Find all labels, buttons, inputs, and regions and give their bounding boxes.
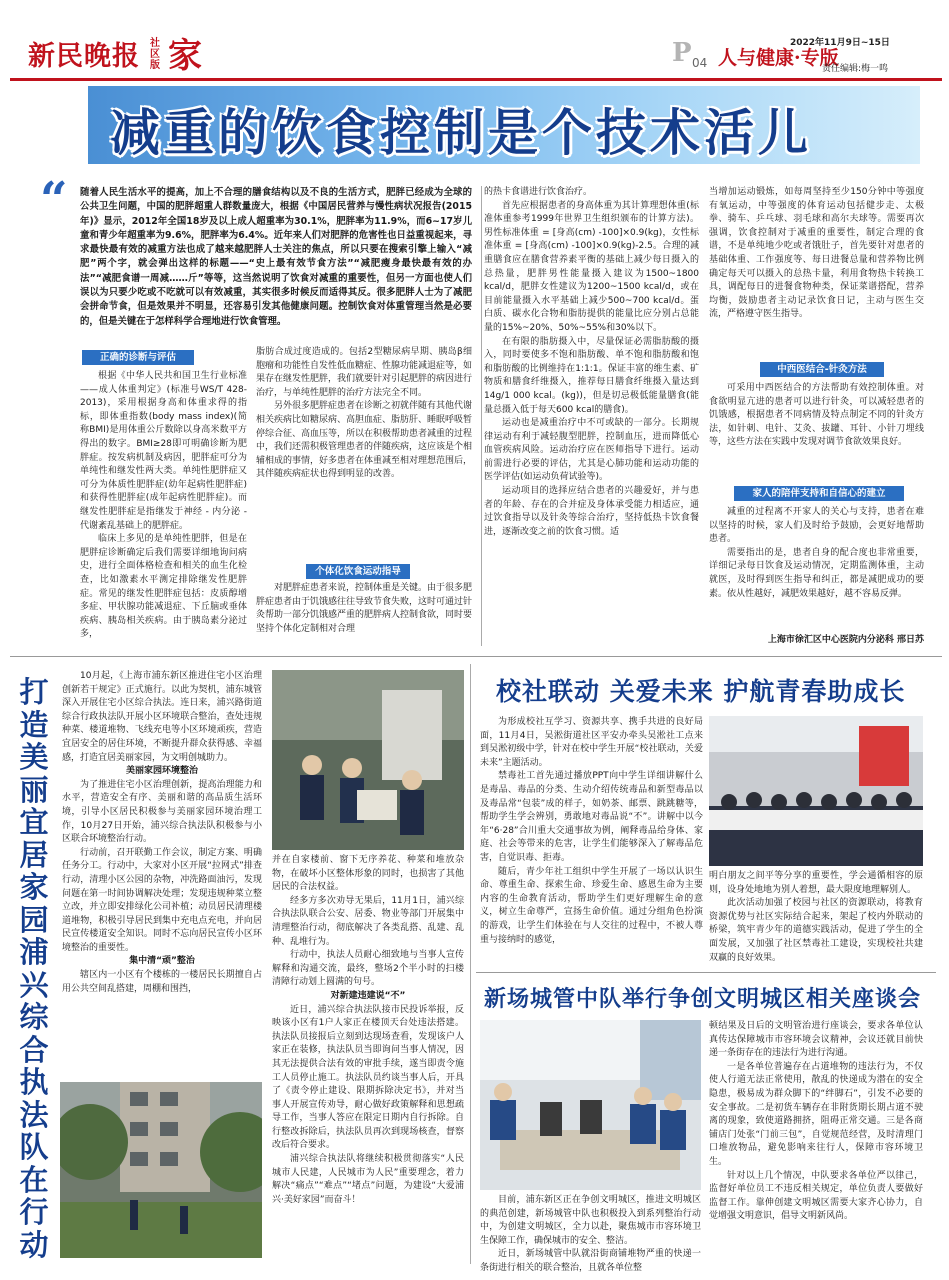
section-title: 人与健康·专版 <box>718 47 839 69</box>
paragraph: 针对以上几个情况，中队要求各单位严以律己，监督好单位员工不违反相关规定，单位负责人要做好监督工作。靠伸创建文明城区需要大家齐心协力，自觉增强文明意识，倡导文明新风尚。 <box>709 1170 923 1222</box>
section-divider <box>476 972 936 973</box>
article1-col2 <box>256 346 472 482</box>
masthead-rule <box>10 78 942 81</box>
article3-colB <box>709 870 923 965</box>
article1-lead: 随着人民生活水平的提高，加上不合理的膳食结构以及不良的生活方式，肥胖已经成为全球的公共卫生问题，中国的肥胖超重人群数量庞大，根据《中国居民营养与慢性病状况报告(2015年)》显示，2012年全国18岁及以上成人超重率为30.1%，肥胖率为11.9%，而6~17岁儿童和青少年超重率为9.6%，肥胖率为6.4%。近年来人们对肥胖的危害性也日益重视起来，寻求最快最有效的减重方法也成了越来越肥胖人士关注的焦点，所以只要在搜索引擎上输入“减肥”两个字，就会弹出这样的标题——“史上最有效节食方法”“减肥瘦身最快最有效的办法”“减肥食谱一周减……斤”等等，这当然说明了饮食对减重的重要性，但另一方面也使人们误以为只要少吃或不吃就可以有效减重，其实很多时候反而适得其反。很多肥胖人士为了减肥会拼命节食，但是效果并不明显，还容易引发其他健康问题。控制饮食对体重管理当然是必要的，但是关键在于怎样科学合理地进行饮食管理。 <box>80 187 472 327</box>
article3-headline: 校社联动 关爱未来 护航青春助成长 <box>496 677 906 706</box>
paragraph: 的热卡食谱进行饮食治疗。 <box>484 187 593 197</box>
article2-col2 <box>272 854 464 1207</box>
paragraph: 随后，青少年社工组织中学生开展了一场以认识生命、尊重生命、探索生命、珍爱生命、感恩生命为主要内容的生命教育活动，帮助学生们更好理解生命的意义，树立生命尊严，宣扬生命价值。通过分组角色扮演的游戏，让学生们体验在与人交往的过程中，不被人尊重与接纳时的感觉， <box>480 866 703 945</box>
subhead-diet-exercise: 个体化饮食运动指导 <box>306 564 410 579</box>
paragraph: 行动中，执法人员耐心细致地与当事人宣传解释和沟通交流，最终，整场2个半小时的扫楼清障行动划上圆满的句号。 <box>272 950 464 988</box>
article2-headline: 打造美丽宜居家园 浦兴综合执法队在行动 <box>19 675 49 1262</box>
page-number: 04 <box>692 56 708 70</box>
paragraph: 10月起，《上海市浦东新区推进住宅小区治理创新若干规定》正式施行。以此为契机，浦东城管深入开展住宅小区综合执法。连日来，浦兴路街道综合行政执法队开展小区环境联合整治，查处违规种菜、楼道堆物、飞线充电等小区环境顽疾，营造宜居安全的居住环境，不断提升群众获得感、幸福感，打造宜居美丽家园，为文明创城助力。 <box>62 671 262 763</box>
paragraph: 近日，新场城管中队就沿街商铺堆物严重的快递一条街进行相关的联合整治，且就各单位整 <box>480 1249 701 1273</box>
paragraph: 经多方多次劝导无果后，11月1日，浦兴综合执法队联合公安、居委、物业等部门开展集中清理整治行动，彻底解决了各类乱搭、乱建、乱种、乱堆行为。 <box>272 895 464 947</box>
paragraph: 一是各单位普遍存在占道堆物的违法行为，不仅使人行道无法正常使用，散乱的快递成为潜在的安全隐患，极易成为群众脚下的“绊脚石”，引发不必要的安全事故。二是初货车辆存在非附货期长期占道不驶离的现象，致使道路拥挤，阻碍正常交通。三是各商铺店门处张“门前三包”，自觉规范经营，及时清理门口堆放物品，避免影响来往行人，保障市容环境卫生。 <box>709 1061 923 1167</box>
paragraph: 行动前，召开联勤工作会议，制定方案、明确任务分工。行动中，大家对小区开展“拉网式”排查行动，清理小区公园的杂物，冲洗路面油污，发现问题在第一时间协调解决处理；发现违规种菜立整立改，并立即安排绿化公司补植；动员居民清理楼道堆物，积极引导居民到集中充电点充电，并向居民宣传楼道安全知识。同时不忘向居民宣传小区环境整治的重要性。 <box>62 847 262 953</box>
article1-col4 <box>709 186 924 322</box>
subhead-diagnosis: 正确的诊断与评估 <box>82 350 194 365</box>
photo-graphic <box>272 670 464 850</box>
paragraph: 辖区内一小区有个楼栋的一楼居民长期擅自占用公共空间乱搭建，周棚和围挡， <box>62 970 262 994</box>
paragraph: 顿结果及日后的文明管治进行座谈会，要求各单位认真传达保障城市市容环境会议精神，会议还就目前快递一条街存在的违法行为进行沟通。 <box>709 1021 923 1059</box>
edition-label: 社区版 <box>150 38 160 71</box>
subhead-acupuncture: 中西医结合-针灸方法 <box>760 362 884 377</box>
quote-icon: “ <box>40 172 68 228</box>
paragraph: 目前，浦东新区正在争创文明城区，推进文明城区的典范创建，新场城管中队也积极投入到系列整治行动中，为创建文明城区，全力以赴，聚焦城市市容环境卫生保障工作，确保城市的安全、整洁。 <box>480 1195 701 1246</box>
article2-col1 <box>62 670 262 996</box>
column-divider <box>470 664 471 1264</box>
newspaper-logo: 新民晚报 <box>28 41 140 72</box>
section-divider <box>10 656 942 657</box>
article1-col4c <box>709 506 924 601</box>
paragraph: 运动项目的选择应结合患者的兴趣爱好，并与患者的年龄、存在的合并症及身体承受能力相适应，通过饮食指导以及针灸等综合治疗，坚持低热卡饮食餐进，逐渐改变之前的饮食习惯。适 <box>484 486 699 537</box>
article1-col2b <box>256 582 472 636</box>
paragraph: 脂肪合成过度造成的。包括2型糖尿病早期、胰岛β细胞瘤和功能性自发性低血糖症、性腺功能减退症等，如果存在继发性肥胖，我们就要针对引起肥胖的病因进行治疗，与单纯性肥胖的治疗方法完全不同。 <box>256 347 473 398</box>
photo-graphic <box>60 1082 262 1258</box>
subhead-new-illegal-build: 对新建违建说“不” <box>330 990 406 1001</box>
page-number-letter: P <box>672 38 692 68</box>
photo-residential-courtyard <box>60 1082 262 1258</box>
paragraph: 减重的过程离不开家人的关心与支持，患者在难以坚持的时候，家人们及时给予鼓励，会更好地帮助患者。 <box>709 507 924 545</box>
photo-graphic <box>709 716 923 866</box>
paragraph: 禁毒社工首先通过播放PPT向中学生详细讲解什么是毒品、毒品的分类、生动介绍传统毒品和新型毒品以及毒品常“包装”成的样子，如奶茶、邮票、跳跳糖等，帮助学生学会辨别，勇敢地对毒品说“不”。讲解中以今年“6·28”合川重大交通事故为例，阐释毒品给身体、家庭、社会等带来的危害，让学生们能够深入了解毒品危害，自觉识毒、拒毒。 <box>480 771 703 863</box>
article1-col3 <box>484 186 699 539</box>
article1-byline: 上海市徐汇区中心医院内分泌科 邢日苏 <box>767 635 924 645</box>
article4-colA <box>480 1194 701 1276</box>
paragraph: 可采用中西医结合的方法帮助有效控制体重。对食欲明显亢进的患者可以进行针灸，可以减轻患者的饥饿感，根据患者不同病情及特点制定不同的针灸方法，如针刺、电针、艾灸、拔罐、耳针、小针刀埋线等，这些方法在实践中发现对调节食欲效果良好。 <box>709 383 924 448</box>
subhead-environment: 美丽家园环境整治 <box>125 766 198 777</box>
photo-graphic <box>480 1020 701 1190</box>
paragraph: 明白朋友之间平等分享的重要性，学会通循相容的原则，设身处地地为别人着想，最大限度地理解别人。 <box>709 871 923 895</box>
column-divider <box>481 186 482 646</box>
article1-col4b <box>709 382 924 450</box>
article1-col1 <box>80 370 247 642</box>
paragraph: 此次活动加强了校园与社区的资源联动，将教育资源优势与社区实际结合起来，架起了校内外联动的桥梁，筑牢青少年的道德实践活动，促进了学生的全面发展，又加强了社区禁毒社工建设，实现校社共建双赢的良好效果。 <box>709 898 923 963</box>
photo-enforcement-team <box>272 670 464 850</box>
headline-banner <box>88 86 920 164</box>
paragraph: 需要指出的是，患者自身的配合度也非常重要，详细记录每日饮食及运动情况，定期监测体重，主动就医，及时得到医生指导和纠正，都是减肥成功的要素。依从性越好，减肥效果越好，越不容易反弹。 <box>709 547 924 599</box>
paragraph: 近日，浦兴综合执法队接市民投诉举报，反映该小区有1户人家正在楼顶天台处违法搭建。执法队员接报后立刻到达现场查看，发现该户人家正在装修，执法队员当即询问当事人情况，因其无法提供合法有效的审批手续，遂当即责令施工人员停止施工。执法队员约谈当事人后，开具了《责令停止建设、限期拆除决定书》，并对当事人开展宣传劝导，耐心做好政策解释和思想疏导工作，当事人答应在限定日期内自行拆除。自行整改拆除后，执法队员再次到现场核查，督察改后符合要求。 <box>272 1004 464 1151</box>
subhead-family-support: 家人的陪伴支持和自信心的建立 <box>734 486 904 501</box>
article4-colB <box>709 1020 923 1224</box>
paragraph: 浦兴综合执法队将继续积极贯彻落实“人民城市人民建，人民城市为人民”重要理念，着力解决“痛点”“难点”“堵点”问题，为建设“大爱浦兴·美好家园”而奋斗！ <box>272 1154 464 1205</box>
article3-colA <box>480 716 703 947</box>
paragraph: 当增加运动锻炼，如每周坚持至少150分钟中等强度有氧运动，中等强度的体育运动包括健步走、太极拳、骑车、乒乓球、羽毛球和高尔夫球等。需要再次强调，饮食控制对于减重的重要性，制定合理的食谱，不是单纯地少吃或者饿肚子，首先要针对患者的基础体重、工作强度等、每日进餐总量和营养物比例确定每天可以摄入的总热卡量，利用食物热卡转换工具，调配每日的进餐食物种类，保证菜谱搭配，营养均衡，鼓励患者主动记录饮食日记，主动与医生交流，严格遵守医生指导。 <box>709 187 924 320</box>
article4-headline: 新场城管中队举行争创文明城区相关座谈会 <box>484 987 922 1012</box>
paragraph: 根据《中华人民共和国卫生行业标准——成人体重判定》(标准号WS/T 428-2013)，采用根据身高和体重求得的指标，即体重指数(body mass index)(简称BMI)是用体重公斤数除以身高米数平方得出的数字。BMI≥28即可明确诊断为肥胖症。按发病机制及病因，肥胖症可分为单纯性和继发性两大类。单纯性肥胖症又可分为体质性肥胖症(幼年起病性肥胖症)和获得性肥胖症(成年起病性肥胖症)。而继发性肥胖症是指继发于神经 - 内分泌 - 代谢紊乱基础上的肥胖症。 <box>80 371 247 531</box>
photo-classroom-students <box>709 716 923 866</box>
photo-meeting-room <box>480 1020 701 1190</box>
section-jia-mark: 家 <box>168 36 202 76</box>
paragraph: 对肥胖症患者来说，控制体重是关键。由于很多肥胖症患者由于饥饿感往往导致节食失败，这时可通过针灸帮助一部分饥饿感严重的肥胖病人控制食欲，同时要坚持个体化定制相对合理 <box>256 583 473 634</box>
paragraph: 运动也是减重治疗中不可或缺的一部分。长期规律运动有利于减轻腹型肥胖，控制血压，进而降低心血管疾病风险。运动治疗应在医师指导下进行。运动前需进行必要的评估，尤其是心肺功能和运动功能的医学评估(如运动负荷试验等)。 <box>484 418 699 483</box>
issue-date: 2022年11月9日~15日 <box>790 38 890 48</box>
paragraph: 为了推进住宅小区治理创新，提高治理能力和水平，营造安全有序、美丽和谐的高品质生活环境，引导小区居民积极参与美丽家园环境治理工作，10月27日开始，浦兴综合执法队积极参与小区联合环境整治行动。 <box>62 779 262 845</box>
paragraph: 临床上多见的是单纯性肥胖，但是在肥胖症诊断确定后我们需要详细地询问病史，进行全面体格检查和相关的血生化检查，比如激素水平测定排除继发性肥胖症。常见的继发性肥胖症包括：皮质醇增多症、甲状腺功能减退症、下丘脑或垂体疾病、胰岛相关疾病。由于胰岛素分泌过多， <box>80 534 247 640</box>
subhead-cleanup: 集中清“顽”整治 <box>129 956 195 967</box>
paragraph: 在有限的脂肪摄入中，尽量保证必需脂肪酸的摄入，同时要使多不饱和脂肪酸、单不饱和脂肪酸和饱和脂肪酸的比例维持在1:1:1。保证丰富的维生素、矿物质和膳食纤维摄入，推荐每日膳食纤维摄入量达到14g/1 000 kcal。(kg))，但是切忌极低能量膳食(能量总摄入低于每天600 kcal的膳食)。 <box>484 336 699 415</box>
paragraph: 首先应根据患者的身高体重为其计算理想体重(标准体重参考1999年世界卫生组织颁布的计算方法)。男性标准体重 = [身高(cm) -100]×0.9(kg)，女性标准体重 = [身高(cm) -100]×0.9(kg)-2.5。合理的减重膳食应在膳食营养素平衡的基础上减少每日摄入的总热量，肥胖男性能量摄入建议为1500~1800 kcal/d，肥胖女性建议为1200~1500 kcal/d，或在目前能量摄入水平基础上减少500~700 kcal/d。蛋白质、碳水化合物和脂肪提供的能量比应分别占总能量的15%~20%、50%~55%和30%以下。 <box>484 200 699 333</box>
article1-headline: 减重的饮食控制是个技术活儿 <box>110 104 812 162</box>
paragraph: 为形成校社互学习、资源共享、携手共进的良好局面，11月4日，吴淞街道社区平安办牵头吴淞社工点来到吴淞初级中学，针对在校中学生开展“校社联动，关爱未来”主题活动。 <box>480 717 703 768</box>
editor-credit: 责任编辑:梅一鸣 <box>822 64 889 74</box>
paragraph: 另外很多肥胖症患者在诊断之初就伴随有其他代谢相关疾病比如糖尿病、高胆血症、脂肪肝、睡眠呼吸暂停综合征、高血压等，所以在积极帮助患者减重的过程中，我们还需积极管理患者的伴随疾病，这应该是个相辅相成的事情，好多患者在体重减至相对理想范围后，其伴随疾病症状也得到明显的改善。 <box>256 401 473 480</box>
paragraph: 并在自家楼前、窗下无序养花、种菜和堆放杂物，在破坏小区整体形象的同时，也损害了其他居民的合法权益。 <box>272 855 464 893</box>
